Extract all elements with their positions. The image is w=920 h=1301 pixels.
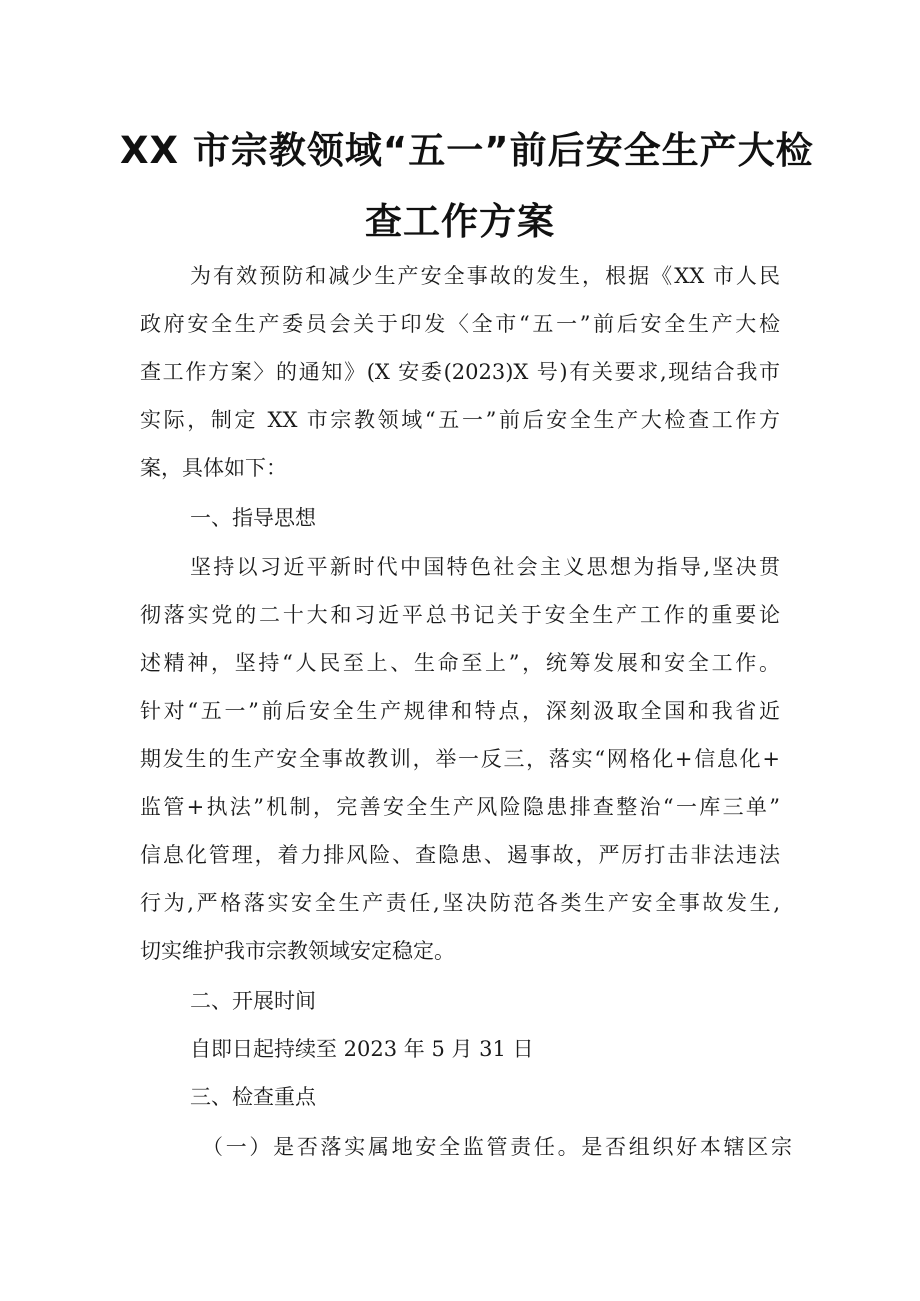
section-1-line-6: 监管+执法”机制，完善安全生产风险隐患排查整治“一库三单” [140, 795, 780, 819]
intro-line-1: 为有效预防和减少生产安全事故的发生，根据《XX 市人民 [190, 264, 780, 288]
section-2-heading: 二、开展时间 [190, 989, 316, 1013]
section-1-line-4: 针对“五一”前后安全生产规律和特点，深刻汲取全国和我省近 [140, 699, 780, 723]
section-1-line-1: 坚持以习近平新时代中国特色社会主义思想为指导,坚决贯 [190, 555, 780, 579]
section-1-line-2: 彻落实党的二十大和习近平总书记关于安全生产工作的重要论 [140, 603, 780, 627]
section-2-text: 自即日起持续至 2023 年 5 月 31 日 [190, 1037, 534, 1061]
section-1-line-5: 期发生的生产安全事故教训，举一反三，落实“网格化+信息化+ [140, 747, 780, 771]
section-1-line-9: 切实维护我市宗教领域安定稳定。 [140, 939, 455, 963]
section-1-line-8: 行为,严格落实安全生产责任,坚决防范各类生产安全事故发生, [140, 891, 780, 915]
intro-line-2: 政府安全生产委员会关于印发〈全市“五一”前后安全生产大检 [140, 312, 780, 336]
section-3-heading: 三、检查重点 [190, 1085, 316, 1109]
document-title-line-2: 查工作方案 [365, 200, 555, 243]
intro-line-3: 查工作方案〉的通知》(X 安委(2023)X 号)有关要求,现结合我市 [140, 360, 780, 384]
intro-line-5: 案，具体如下： [140, 456, 287, 480]
section-3-item-1: （一）是否落实属地安全监管责任。是否组织好本辖区宗 [202, 1135, 792, 1159]
section-1-line-3: 述精神，坚持“人民至上、生命至上”，统筹发展和安全工作。 [140, 651, 780, 675]
intro-line-4: 实际，制定 XX 市宗教领域“五一”前后安全生产大检查工作方 [140, 408, 780, 432]
section-1-heading: 一、指导思想 [190, 506, 316, 530]
document-title-line-1: XX 市宗教领域“五一”前后安全生产大检 [120, 129, 814, 172]
section-1-line-7: 信息化管理，着力排风险、查隐患、遏事故，严厉打击非法违法 [140, 843, 780, 867]
